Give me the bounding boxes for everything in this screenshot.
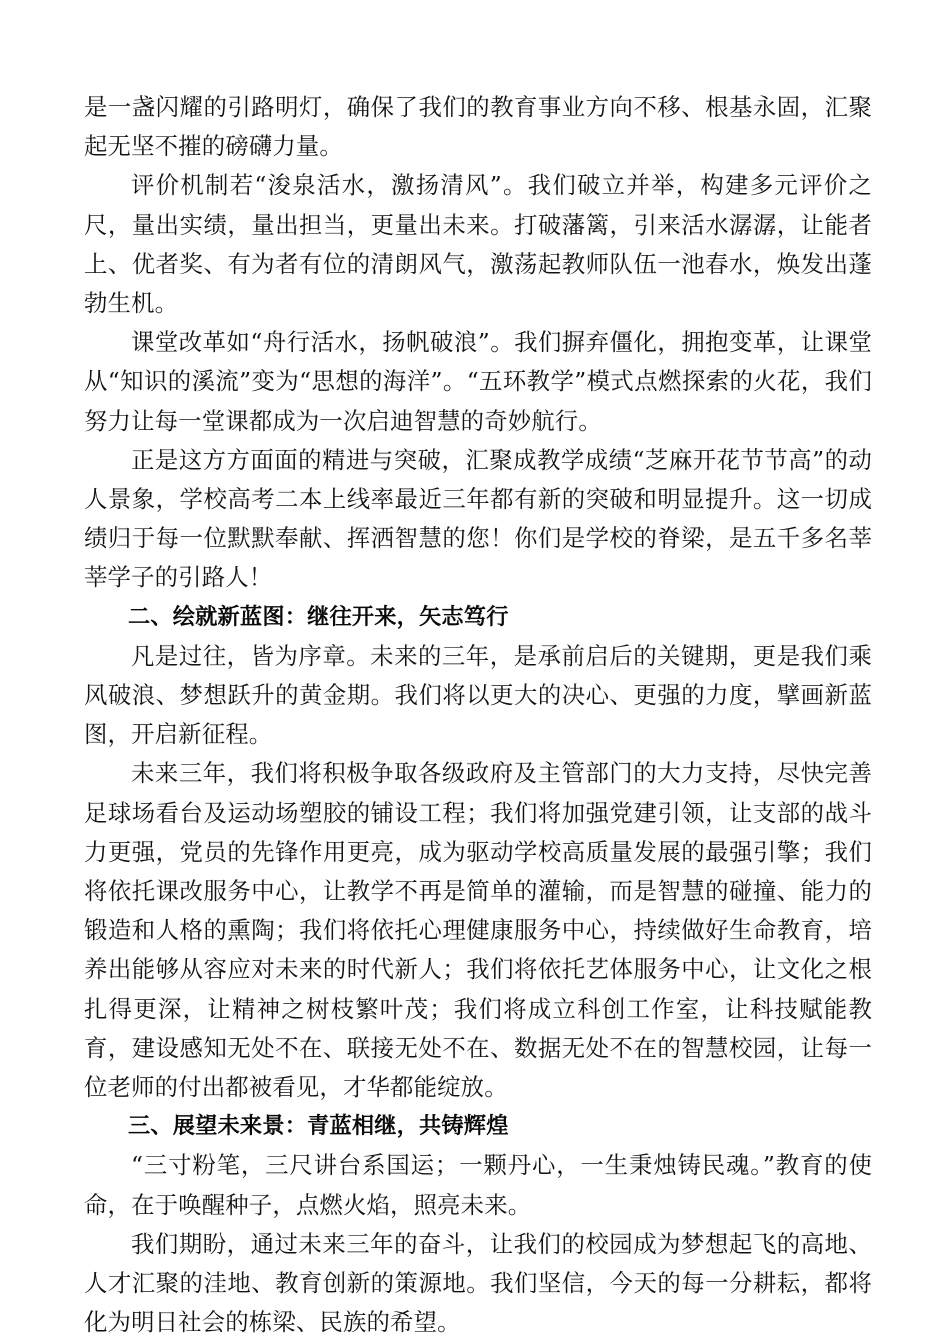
paragraph-future-hope: 我们期盼，通过未来三年的奋斗，让我们的校园成为梦想起飞的高地、人才汇聚的洼地、教育创新的策源地。我们坚信，今天的每一分耕耘，都将化为明日社会的栋梁、民族的希望。 — [84, 1229, 872, 1337]
paragraph-continued-opening: 是一盏闪耀的引路明灯，确保了我们的教育事业方向不移、根基永固，汇聚起无坚不摧的磅礴力量。 — [84, 93, 872, 161]
section-heading-three: 三、展望未来景：青蓝相继，共铸辉煌 — [128, 1113, 509, 1140]
paragraph-teaching-achievements: 正是这方方面面的精进与突破，汇聚成教学成绩“芝麻开花节节高”的动人景象，学校高考二本上线率最近三年都有新的突破和明显提升。这一切成绩归于每一位默默奉献、挥洒智慧的您！你们是学校的脊梁，是五千多名莘莘学子的引路人！ — [84, 445, 872, 592]
paragraph-classroom-reform: 课堂改革如“舟行活水，扬帆破浪”。我们摒弃僵化，拥抱变革，让课堂从“知识的溪流”变为“思想的海洋”。“五环教学”模式点燃探索的火花，我们努力让每一堂课都成为一次启迪智慧的奇妙航行。 — [84, 328, 872, 435]
paragraph-next-three-years: 未来三年，我们将积极争取各级政府及主管部门的大力支持，尽快完善足球场看台及运动场塑胶的铺设工程；我们将加强党建引领，让支部的战斗力更强，党员的先锋作用更亮，成为驱动学校高质量发展的最强引擎；我们将依托课改服务中心，让教学不再是简单的灌输，而是智慧的碰撞、能力的锻造和人格的熏陶；我们将依托心理健康服务中心，持续做好生命教育，培养出能够从容应对未来的时代新人；我们将依托艺体服务中心，让文化之根扎得更深，让精神之树枝繁叶茂；我们将成立科创工作室，让科技赋能教育，建设感知无处不在、联接无处不在、数据无处不在的智慧校园，让每一位老师的付出都被看见，才华都能绽放。 — [84, 759, 872, 1102]
section-heading-two: 二、绘就新蓝图：继往开来，矢志笃行 — [128, 603, 509, 630]
document-text-body — [84, 88, 872, 1344]
paragraph-education-mission: “三寸粉笔，三尺讲台系国运；一颗丹心，一生秉烛铸民魂。”教育的使命，在于唤醒种子，点燃火焰，照亮未来。 — [84, 1151, 872, 1219]
paragraph-past-as-preface: 凡是过往，皆为序章。未来的三年，是承前启后的关键期，更是我们乘风破浪、梦想跃升的黄金期。我们将以更大的决心、更强的力度，擘画新蓝图，开启新征程。 — [84, 641, 872, 749]
paragraph-evaluation-mechanism: 评价机制若“浚泉活水，激扬清风”。我们破立并举，构建多元评价之尺，量出实绩，量出担当，更量出未来。打破藩篱，引来活水潺潺，让能者上、优者奖、有为者有位的清朗风气，激荡起教师队伍一池春水，焕发出蓬勃生机。 — [84, 171, 872, 318]
